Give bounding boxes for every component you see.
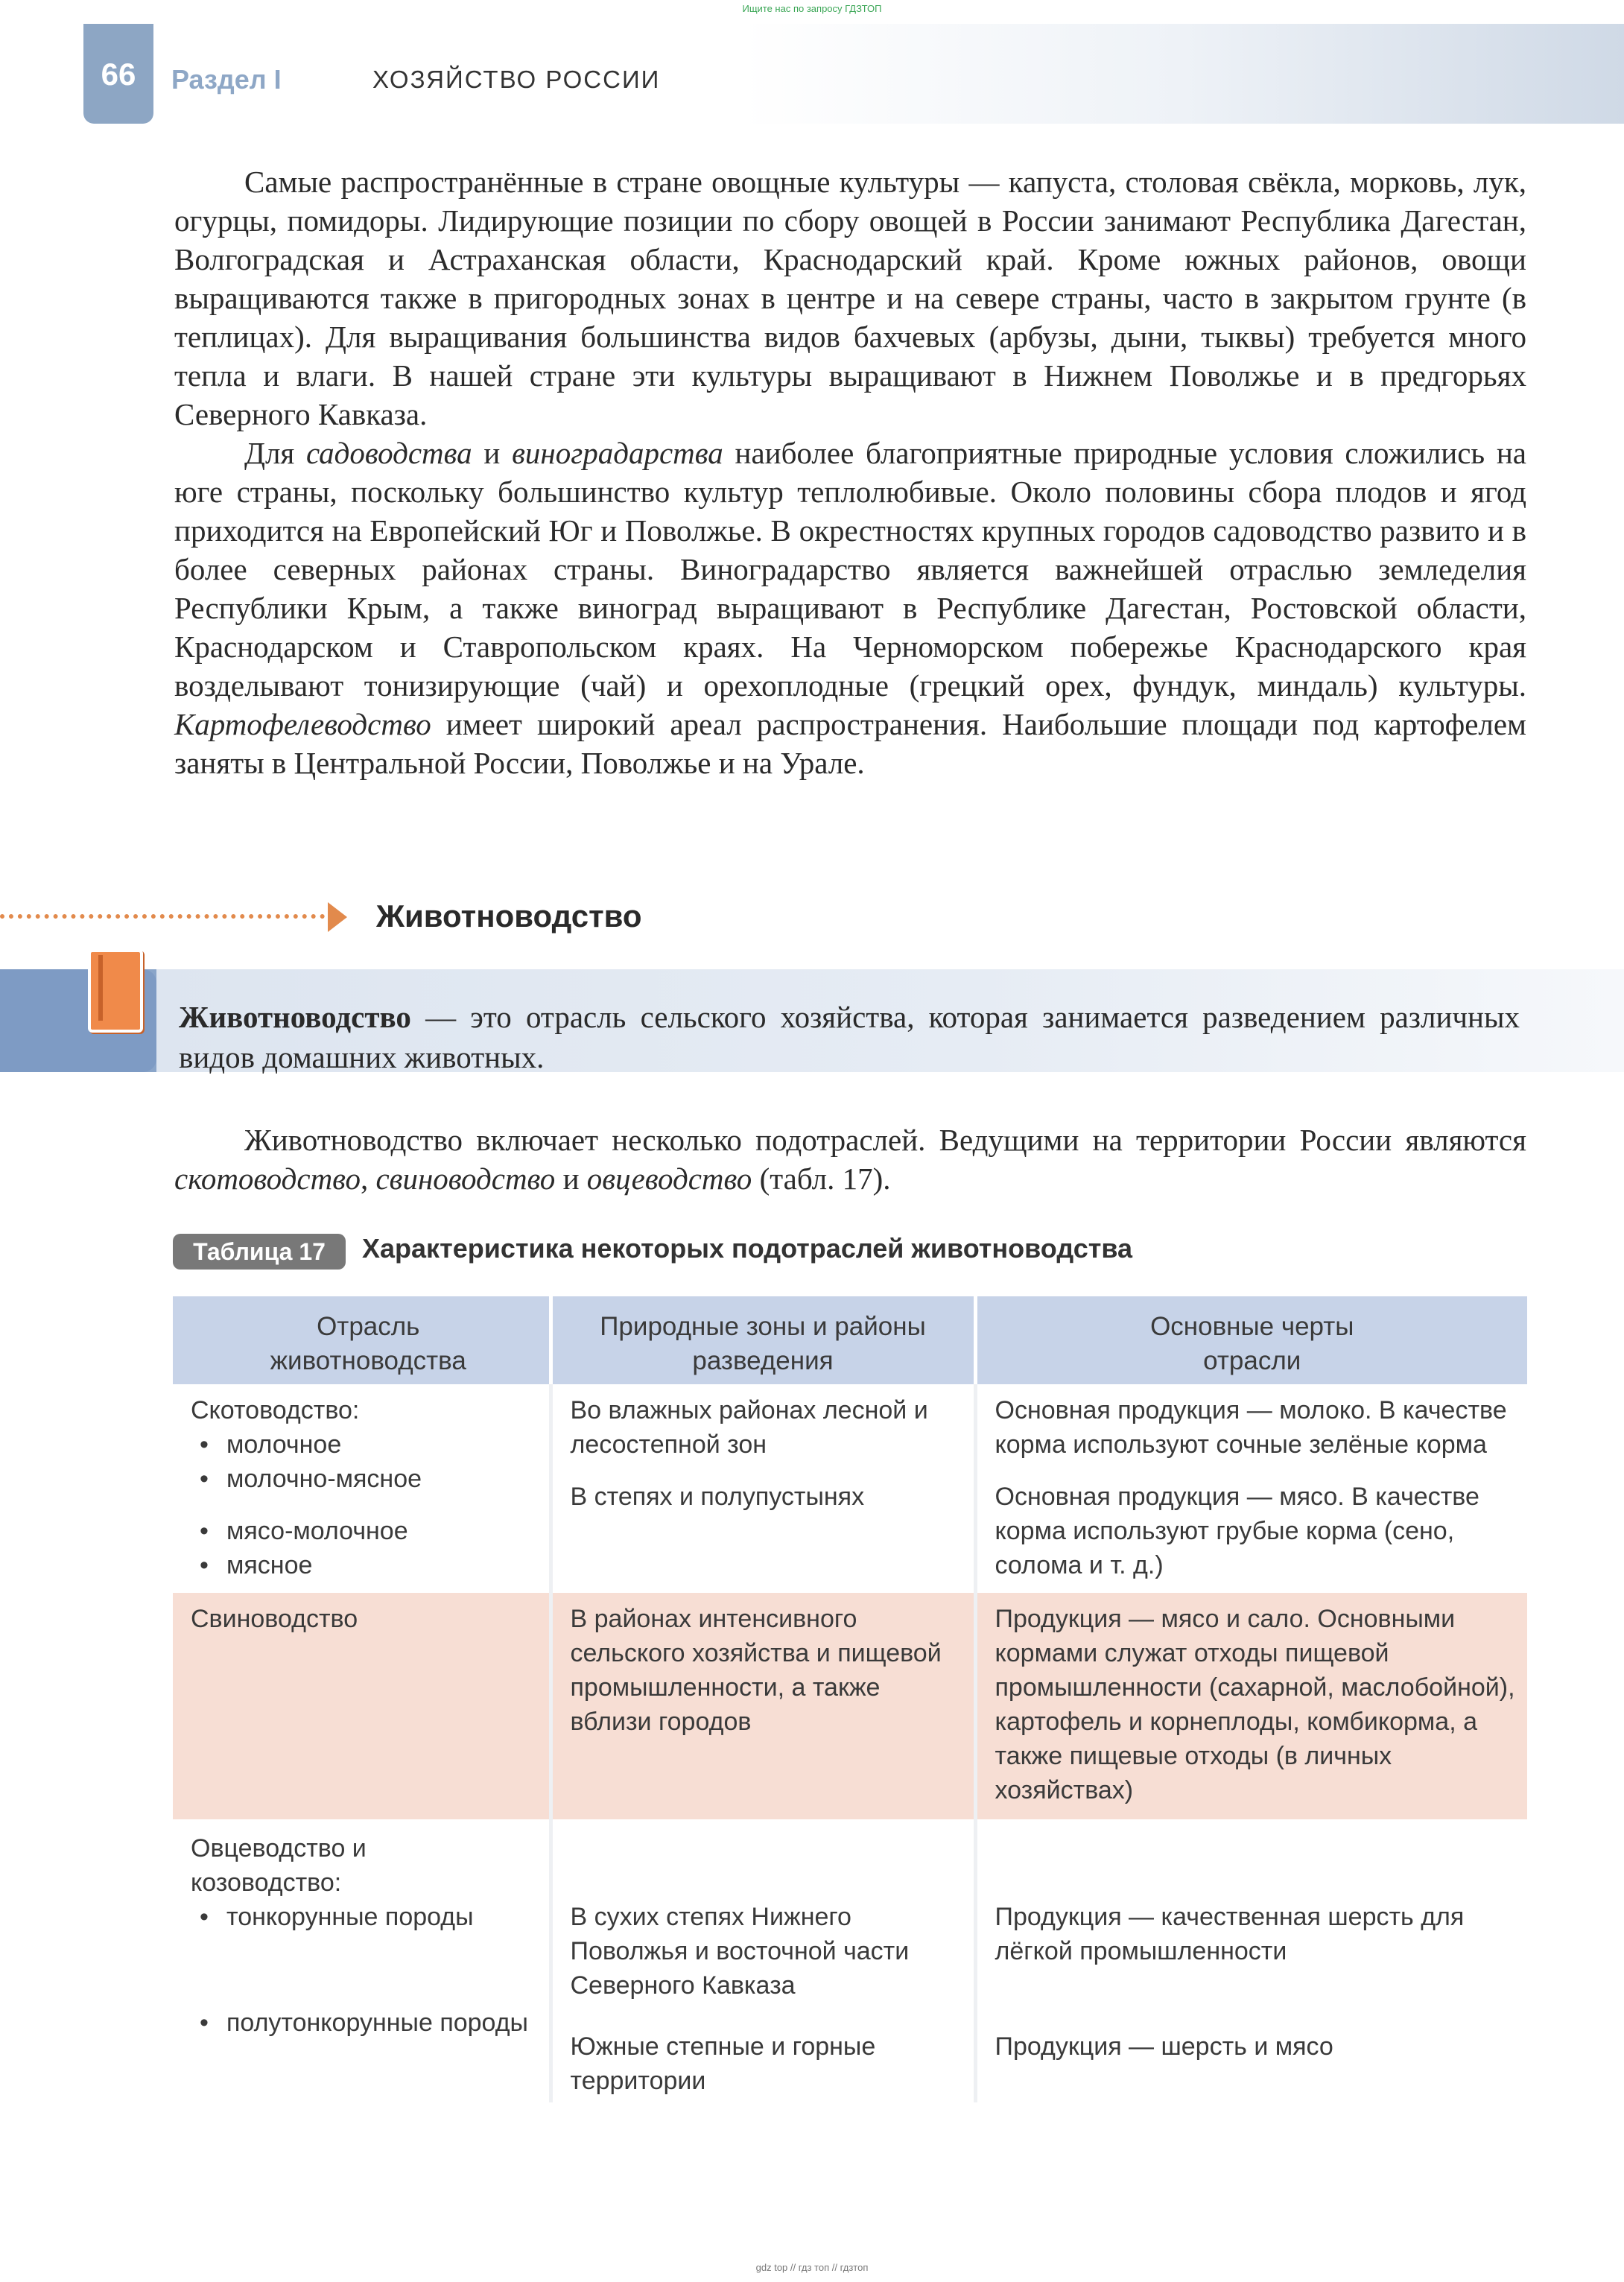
- body-text-1: [174, 162, 1526, 782]
- cell-branch: Скотоводство: • молочное • молочно-мясное • мясо-молочное • мясное: [173, 1384, 551, 1593]
- top-note: Ищите нас по запросу ГДЗТОП: [742, 3, 882, 14]
- definition-text: Животноводство — это отрасль сельского хозяйства, которая занимается разведением различных видов домашних животных.: [179, 1000, 1520, 1074]
- cell-features: Основная продукция — молоко. В качестве корма используют сочные зелёные корма Основная продукция — мясо. В качестве корма используют грубые корма (сено, солома и т. д.): [975, 1384, 1527, 1593]
- header-zones: Природные зоны и районы разведения: [551, 1296, 975, 1384]
- paragraph-livestock: Животноводство включает несколько подотраслей. Ведущими на территории России являются скотоводство, свиноводство и овцеводство (табл. 17).: [174, 1123, 1526, 1196]
- cell-features: Продукция — мясо и сало. Основными кормами служат отходы пищевой промышленности (сахарной, маслобойной), картофель и корнеплоды, комбикорма, а также пищевые отходы (в личных хозяйствах): [975, 1593, 1527, 1819]
- table-badge: Таблица 17: [173, 1234, 346, 1270]
- chapter-title: ХОЗЯЙСТВО РОССИИ: [372, 66, 661, 93]
- section-heading: Животноводство: [376, 898, 642, 934]
- page-number: 66: [101, 57, 136, 92]
- table-row: [173, 1384, 1527, 1593]
- body-text-2: [174, 1121, 1526, 1198]
- table-title: Характеристика некоторых подотраслей животноводства: [362, 1233, 1133, 1264]
- section-divider-dots: [0, 914, 325, 919]
- table-row: [173, 1593, 1527, 1819]
- paragraph-gardening: Для садоводства и виноградарства наиболее благоприятные природные условия сложились на юге страны, поскольку большинство культур теплолюбивые. Около половины сбора плодов и ягод приходится на Европейский Юг и Поволжье. В окрестностях крупных городов садоводство развито и в более северных районах страны. Виноградарство является важнейшей отраслью земледелия Республики Крым, а также виноград выращивают в Республике Дагестан, Ростовской области, Краснодарском и Ставропольском краях. На Черноморском побережье Краснодарского края возделывают тонизирующие (чай) и орехоплодные (грецкий орех, фундук, миндаль) культуры. Картофелеводство имеет широкий ареал распространения. Наибольшие площади под картофелем заняты в Центральной России, Поволжье и на Урале.: [174, 436, 1526, 780]
- cell-zones: Во влажных районах лесной и лесостепной зон В степях и полупустынях: [551, 1384, 975, 1593]
- header-features: Основные черты отрасли: [975, 1296, 1527, 1384]
- bottom-note: gdz top // гдз топ // гдзтоп: [755, 2262, 869, 2273]
- section-arrow-icon: [328, 902, 347, 932]
- section-label: Раздел I: [171, 64, 282, 95]
- table-header-row: [173, 1296, 1527, 1384]
- cell-zones: В районах интенсивного сельского хозяйства и пищевой промышленности, а также вблизи городов: [551, 1593, 975, 1819]
- header-branch: Отрасль животноводства: [173, 1296, 551, 1384]
- book-icon: [88, 949, 143, 1033]
- livestock-table: [173, 1296, 1527, 2102]
- cell-features: Продукция — качественная шерсть для лёгкой промышленности Продукция — шерсть и мясо: [975, 1819, 1527, 2102]
- paragraph-vegetables: Самые распространённые в стране овощные культуры — капуста, столовая свёкла, морковь, лук, огурцы, помидоры. Лидирующие позиции по сбору овощей в России занимают Республика Дагестан, Волгоградская и Астраханская области, Краснодарский край. Кроме южных районов, овощи выращиваются также в пригородных зонах в центре и на севере страны, часто в закрытом грунте (в теплицах). Для выращивания большинства видов бахчевых (арбузы, дыни, тыквы) требуется много тепла и влаги. В нашей стране эти культуры выращивают в Нижнем Поволжье и в предгорьях Северного Кавказа.: [174, 165, 1526, 431]
- cell-branch: Свиноводство: [173, 1593, 551, 1819]
- table-row: [173, 1819, 1527, 2102]
- cell-branch: Овцеводство и козоводство: • тонкорунные породы • полутонкорунные породы: [173, 1819, 551, 2102]
- cell-zones: В сухих степях Нижнего Поволжья и восточной части Северного Кавказа Южные степные и горные территории: [551, 1819, 975, 2102]
